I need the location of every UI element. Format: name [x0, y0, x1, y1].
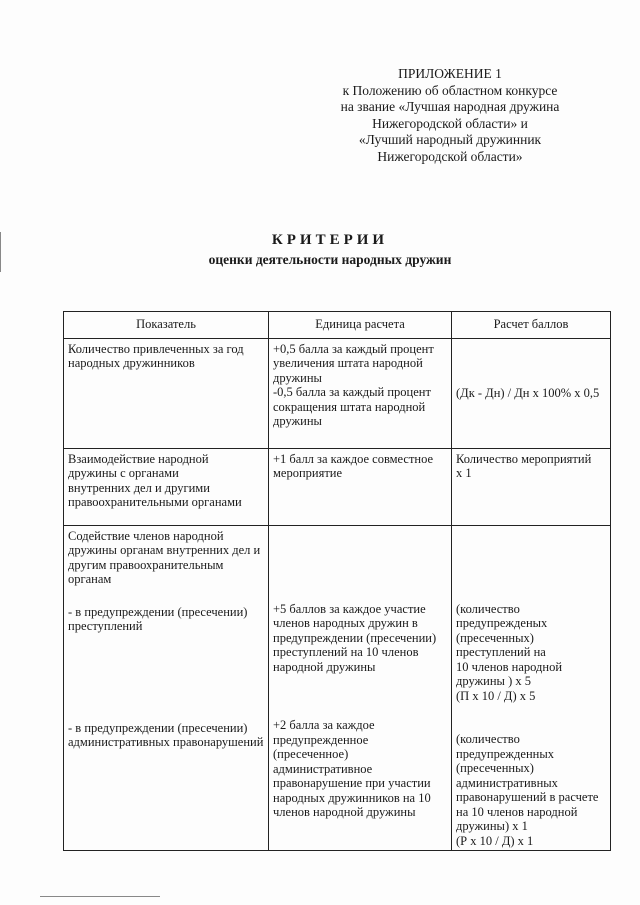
- scan-artifact-line: [0, 232, 1, 272]
- cell-line: правонарушение при участии: [273, 776, 431, 790]
- cell-line: (количество: [456, 732, 520, 746]
- cell-line: на 10 членов народной: [456, 804, 578, 819]
- cell-line: дружины) х 1: [456, 819, 528, 833]
- cell-line: членов народной дружины: [273, 805, 416, 819]
- cell-line: Содействие членов народной: [68, 528, 224, 543]
- cell-line: (количество: [456, 601, 520, 616]
- cell-line: преступлений: [68, 619, 143, 633]
- indicator-cell: [64, 525, 269, 851]
- cell-line: (пресеченное): [273, 747, 349, 761]
- cell-line: административных: [456, 775, 558, 790]
- unit-cell: [269, 338, 452, 448]
- cell-line: х 1: [456, 466, 472, 480]
- appendix-line: «Лучший народный дружинник: [358, 132, 542, 147]
- cell-line: дружины органам внутренних дел и: [68, 543, 261, 557]
- calc-cell: [452, 448, 611, 525]
- cell-line: сокращения штата народной: [273, 399, 426, 414]
- cell-line: дружины: [273, 370, 322, 385]
- scan-artifact-line: [40, 896, 160, 897]
- cell-line: увеличения штата народной: [273, 356, 423, 370]
- cell-line: органам: [68, 572, 112, 586]
- calc-cell: [452, 525, 611, 851]
- table-header-row: [64, 312, 611, 339]
- cell-line: правоохранительными органами: [68, 495, 242, 509]
- formula: (Дк - Дн) / Дн х 100% х 0,5: [456, 385, 600, 400]
- cell-line: предупрежденых: [456, 616, 548, 630]
- document-subtitle: оценки деятельности народных дружин: [208, 252, 452, 267]
- table-row: [64, 448, 611, 525]
- header-calc: Расчет баллов: [452, 312, 611, 339]
- cell-line: +0,5 балла за каждый процент: [273, 341, 434, 356]
- cell-line: дружины ) х 5: [456, 674, 531, 688]
- cell-line: Количество мероприятий: [456, 451, 592, 466]
- appendix-line: Нижегородской области» и: [372, 115, 528, 131]
- indicator-cell: [64, 338, 269, 448]
- cell-line: правонарушений в расчете: [456, 790, 599, 804]
- cell-line: народных дружинников на 10: [273, 790, 431, 805]
- cell-line: членов народных дружин в: [273, 616, 418, 630]
- unit-cell: [269, 448, 452, 525]
- cell-line: дружины с органами: [68, 466, 179, 480]
- cell-line: Взаимодействие народной: [68, 451, 209, 466]
- appendix-header: [300, 66, 600, 165]
- header-unit: Единица расчета: [269, 312, 452, 339]
- cell-line: 10 членов народной: [456, 659, 563, 674]
- appendix-line: Нижегородской области»: [377, 148, 523, 164]
- cell-line: Количество привлеченных за год: [68, 341, 244, 356]
- indicator-cell: [64, 448, 269, 525]
- header-indicator: Показатель: [64, 312, 269, 339]
- appendix-line: на звание «Лучшая народная дружина: [340, 99, 560, 114]
- cell-line: - в предупреждении (пресечении): [68, 720, 248, 735]
- cell-line: дружины: [273, 414, 322, 428]
- cell-line: - в предупреждении (пресечении): [68, 604, 248, 619]
- cell-line: мероприятие: [273, 466, 343, 480]
- appendix-line: ПРИЛОЖЕНИЕ 1: [398, 66, 502, 81]
- cell-line: административное: [273, 761, 373, 776]
- cell-line: +1 балл за каждое совместное: [273, 451, 434, 466]
- cell-line: внутренних дел и другими: [68, 480, 210, 495]
- cell-line: (пресеченных): [456, 761, 534, 775]
- cell-line: народной дружины: [273, 659, 376, 674]
- cell-line: (Р х 10 / Д) х 1: [456, 833, 534, 848]
- cell-line: предупрежденное: [273, 732, 369, 747]
- calc-cell: [452, 338, 611, 448]
- cell-line: -0,5 балла за каждый процент: [273, 385, 431, 399]
- table-row: [64, 525, 611, 851]
- document-title: КРИТЕРИИ: [271, 232, 389, 248]
- cell-line: (пресеченных): [456, 630, 534, 645]
- cell-line: другим правоохранительным: [68, 557, 224, 572]
- cell-line: административных правонарушений: [68, 735, 264, 749]
- unit-cell: [269, 525, 452, 851]
- cell-line: народных дружинников: [68, 356, 195, 370]
- cell-line: +5 баллов за каждое участие: [273, 601, 426, 616]
- table-row: [64, 338, 611, 448]
- cell-line: (П х 10 / Д) х 5: [456, 688, 536, 703]
- criteria-table: [63, 311, 611, 851]
- cell-line: предупреждении (пресечении): [273, 630, 437, 645]
- cell-line: преступлений на 10 членов: [273, 645, 419, 659]
- cell-line: +2 балла за каждое: [273, 718, 375, 732]
- cell-line: предупрежденных: [456, 746, 554, 761]
- cell-line: преступлений на: [456, 645, 546, 659]
- appendix-line: к Положению об областном конкурсе: [342, 82, 558, 98]
